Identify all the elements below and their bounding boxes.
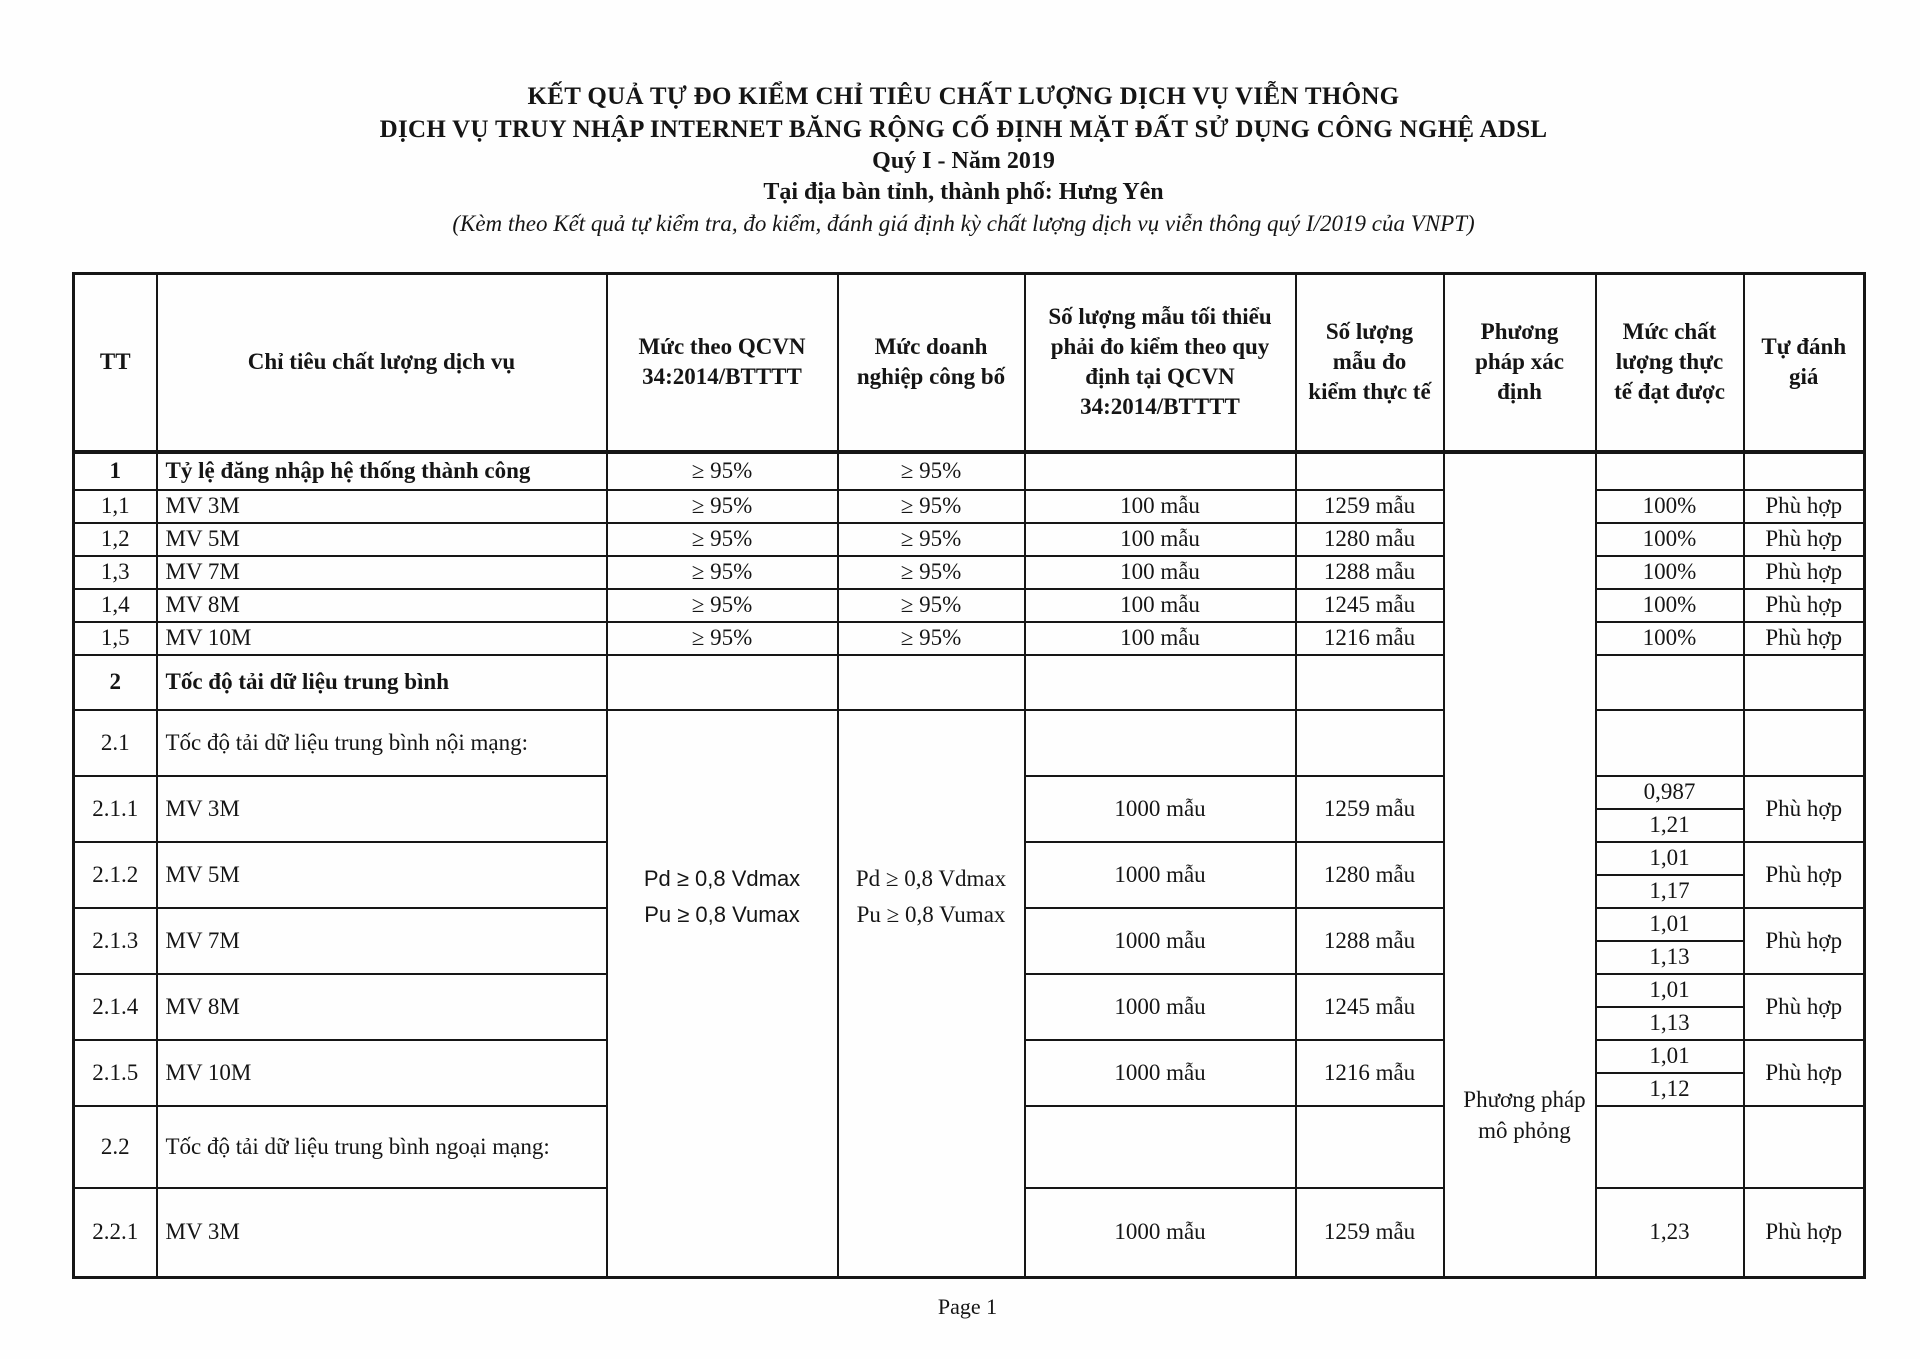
cell-actual-samples <box>1296 710 1444 776</box>
header-actual-quality: Mức chất lượng thực tế đạt được <box>1596 274 1744 452</box>
cell-assessment: Phù hợp <box>1744 622 1865 655</box>
cell-qcvn: ≥ 95% <box>607 490 838 523</box>
cell-tt: 2.1.1 <box>74 776 157 842</box>
cell-tt: 2.1.5 <box>74 1040 157 1106</box>
quality-value-upload: 1,21 <box>1649 812 1690 837</box>
cell-qcvn: ≥ 95% <box>607 556 838 589</box>
cell-min-samples <box>1025 452 1296 490</box>
header-min-samples: Số lượng mẫu tối thiểu phải đo kiểm theo quy định tại QCVN 34:2014/BTTTT <box>1025 274 1296 452</box>
cell-published-merged <box>838 710 1025 1278</box>
cell-quality: 100% <box>1596 622 1744 655</box>
cell-quality-split <box>1596 842 1744 908</box>
cell-published: ≥ 95% <box>838 452 1025 490</box>
qcvn-download-threshold: Pd ≥ 0,8 Vdmax <box>643 865 801 891</box>
title-attachment-note: (Kèm theo Kết quả tự kiểm tra, đo kiểm, đánh giá định kỳ chất lượng dịch vụ viễn thông quý I/2019 của VNPT) <box>452 211 1475 236</box>
table-row-1-5 <box>74 622 1865 655</box>
cell-qcvn: ≥ 95% <box>607 589 838 622</box>
quality-value-download: 0,987 <box>1597 777 1743 810</box>
quality-value-upload: 1,12 <box>1649 1076 1690 1101</box>
cell-quality-split <box>1596 908 1744 974</box>
cell-tt: 2.1.4 <box>74 974 157 1040</box>
document-title-block <box>64 80 1863 239</box>
header-actual-samples: Số lượng mẫu đo kiểm thực tế <box>1296 274 1444 452</box>
cell-assessment <box>1744 710 1865 776</box>
title-quarter-year: Quý I - Năm 2019 <box>872 148 1055 174</box>
quality-results-table <box>72 272 1866 1279</box>
cell-published <box>838 655 1025 710</box>
cell-min-samples: 100 mẫu <box>1025 589 1296 622</box>
cell-tt: 1,4 <box>74 589 157 622</box>
cell-tt: 2.2 <box>74 1106 157 1188</box>
cell-tt: 1,1 <box>74 490 157 523</box>
cell-indicator: MV 10M <box>157 622 607 655</box>
cell-actual-samples: 1280 mẫu <box>1296 842 1444 908</box>
cell-assessment: Phù hợp <box>1744 1040 1865 1106</box>
cell-quality: 1,23 <box>1596 1188 1744 1278</box>
cell-indicator: MV 3M <box>157 490 607 523</box>
cell-assessment <box>1744 452 1865 490</box>
cell-published: ≥ 95% <box>838 523 1025 556</box>
cell-min-samples: 1000 mẫu <box>1025 776 1296 842</box>
cell-assessment: Phù hợp <box>1744 1188 1865 1278</box>
cell-qcvn-merged <box>607 710 838 1278</box>
table-header-row <box>74 274 1865 452</box>
cell-quality-split <box>1596 974 1744 1040</box>
cell-tt: 2.1.2 <box>74 842 157 908</box>
cell-indicator: MV 3M <box>157 776 607 842</box>
cell-qcvn <box>607 655 838 710</box>
cell-published: ≥ 95% <box>838 589 1025 622</box>
cell-tt: 2 <box>74 655 157 710</box>
cell-assessment: Phù hợp <box>1744 556 1865 589</box>
cell-min-samples: 1000 mẫu <box>1025 908 1296 974</box>
cell-quality <box>1596 1106 1744 1188</box>
cell-indicator: MV 8M <box>157 974 607 1040</box>
cell-tt: 1,2 <box>74 523 157 556</box>
cell-min-samples <box>1025 710 1296 776</box>
quality-value-download: 1,01 <box>1597 975 1743 1008</box>
cell-actual-samples: 1288 mẫu <box>1296 908 1444 974</box>
cell-quality: 100% <box>1596 490 1744 523</box>
table-row-1-3 <box>74 556 1865 589</box>
table-row-1-4 <box>74 589 1865 622</box>
cell-indicator: Tốc độ tải dữ liệu trung bình nội mạng: <box>157 710 607 776</box>
cell-min-samples: 1000 mẫu <box>1025 1188 1296 1278</box>
cell-indicator: MV 7M <box>157 908 607 974</box>
cell-indicator: Tốc độ tải dữ liệu trung bình <box>157 655 607 710</box>
table-row-2-1 <box>74 710 1865 776</box>
cell-indicator: MV 8M <box>157 589 607 622</box>
cell-min-samples: 1000 mẫu <box>1025 974 1296 1040</box>
cell-indicator: MV 5M <box>157 523 607 556</box>
cell-quality: 100% <box>1596 523 1744 556</box>
cell-min-samples: 1000 mẫu <box>1025 1040 1296 1106</box>
cell-assessment <box>1744 655 1865 710</box>
cell-quality <box>1596 452 1744 490</box>
cell-min-samples <box>1025 655 1296 710</box>
table-row-2 <box>74 655 1865 710</box>
title-line-1: KẾT QUẢ TỰ ĐO KIỂM CHỈ TIÊU CHẤT LƯỢNG DỊCH VỤ VIỄN THÔNG <box>527 83 1400 110</box>
quality-value-download: 1,01 <box>1597 909 1743 942</box>
table-row-1-2 <box>74 523 1865 556</box>
cell-actual-samples: 1245 mẫu <box>1296 589 1444 622</box>
cell-tt: 1,3 <box>74 556 157 589</box>
cell-published: ≥ 95% <box>838 490 1025 523</box>
cell-tt: 2.2.1 <box>74 1188 157 1278</box>
cell-assessment: Phù hợp <box>1744 908 1865 974</box>
cell-assessment: Phù hợp <box>1744 490 1865 523</box>
cell-indicator: MV 10M <box>157 1040 607 1106</box>
cell-indicator: MV 3M <box>157 1188 607 1278</box>
cell-tt: 1 <box>74 452 157 490</box>
header-qcvn-level: Mức theo QCVN 34:2014/BTTTT <box>607 274 838 452</box>
published-upload-threshold: Pu ≥ 0,8 Vumax <box>856 901 1006 927</box>
cell-actual-samples: 1216 mẫu <box>1296 622 1444 655</box>
page-number: Page 1 <box>937 1294 998 1319</box>
cell-actual-samples: 1259 mẫu <box>1296 776 1444 842</box>
qcvn-upload-threshold: Pu ≥ 0,8 Vumax <box>644 901 800 927</box>
cell-indicator: MV 5M <box>157 842 607 908</box>
cell-assessment <box>1744 1106 1865 1188</box>
cell-actual-samples: 1259 mẫu <box>1296 490 1444 523</box>
cell-actual-samples <box>1296 655 1444 710</box>
cell-min-samples <box>1025 1106 1296 1188</box>
quality-value-upload: 1,13 <box>1649 944 1690 969</box>
header-indicator: Chỉ tiêu chất lượng dịch vụ <box>157 274 607 452</box>
cell-tt: 2.1 <box>74 710 157 776</box>
cell-tt: 1,5 <box>74 622 157 655</box>
cell-actual-samples: 1245 mẫu <box>1296 974 1444 1040</box>
cell-min-samples: 100 mẫu <box>1025 556 1296 589</box>
cell-tt: 2.1.3 <box>74 908 157 974</box>
header-method: Phương pháp xác định <box>1444 274 1596 452</box>
cell-quality-split <box>1596 776 1744 842</box>
cell-quality <box>1596 710 1744 776</box>
header-published-level: Mức doanh nghiệp công bố <box>838 274 1025 452</box>
method-text: Phương pháp mô phỏng <box>1463 1087 1586 1143</box>
cell-actual-samples: 1280 mẫu <box>1296 523 1444 556</box>
quality-value-upload: 1,13 <box>1649 1010 1690 1035</box>
title-province: Tại địa bàn tỉnh, thành phố: Hưng Yên <box>763 179 1164 205</box>
cell-indicator: MV 7M <box>157 556 607 589</box>
header-self-assessment: Tự đánh giá <box>1744 274 1865 452</box>
cell-quality-split <box>1596 1040 1744 1106</box>
cell-quality: 100% <box>1596 556 1744 589</box>
quality-value-upload: 1,17 <box>1649 878 1690 903</box>
cell-assessment: Phù hợp <box>1744 589 1865 622</box>
cell-actual-samples: 1288 mẫu <box>1296 556 1444 589</box>
cell-indicator: Tỷ lệ đăng nhập hệ thống thành công <box>157 452 607 490</box>
cell-published: ≥ 95% <box>838 622 1025 655</box>
cell-actual-samples: 1216 mẫu <box>1296 1040 1444 1106</box>
cell-min-samples: 1000 mẫu <box>1025 842 1296 908</box>
cell-actual-samples: 1259 mẫu <box>1296 1188 1444 1278</box>
cell-quality <box>1596 655 1744 710</box>
cell-indicator: Tốc độ tải dữ liệu trung bình ngoại mạng: <box>157 1106 607 1188</box>
cell-assessment: Phù hợp <box>1744 523 1865 556</box>
table-row-1 <box>74 452 1865 490</box>
quality-value-download: 1,01 <box>1597 1041 1743 1074</box>
cell-qcvn: ≥ 95% <box>607 523 838 556</box>
cell-method-merged <box>1444 452 1596 1278</box>
cell-assessment: Phù hợp <box>1744 974 1865 1040</box>
cell-actual-samples <box>1296 1106 1444 1188</box>
title-line-2: DỊCH VỤ TRUY NHẬP INTERNET BĂNG RỘNG CỐ ĐỊNH MẶT ĐẤT SỬ DỤNG CÔNG NGHỆ ADSL <box>379 116 1548 143</box>
cell-qcvn: ≥ 95% <box>607 452 838 490</box>
header-tt: TT <box>74 274 157 452</box>
cell-assessment: Phù hợp <box>1744 842 1865 908</box>
cell-min-samples: 100 mẫu <box>1025 523 1296 556</box>
published-download-threshold: Pd ≥ 0,8 Vdmax <box>855 865 1007 891</box>
cell-qcvn: ≥ 95% <box>607 622 838 655</box>
cell-min-samples: 100 mẫu <box>1025 622 1296 655</box>
table-row-1-1 <box>74 490 1865 523</box>
cell-actual-samples <box>1296 452 1444 490</box>
quality-value-download: 1,01 <box>1597 843 1743 876</box>
cell-published: ≥ 95% <box>838 556 1025 589</box>
cell-min-samples: 100 mẫu <box>1025 490 1296 523</box>
cell-assessment: Phù hợp <box>1744 776 1865 842</box>
cell-quality: 100% <box>1596 589 1744 622</box>
